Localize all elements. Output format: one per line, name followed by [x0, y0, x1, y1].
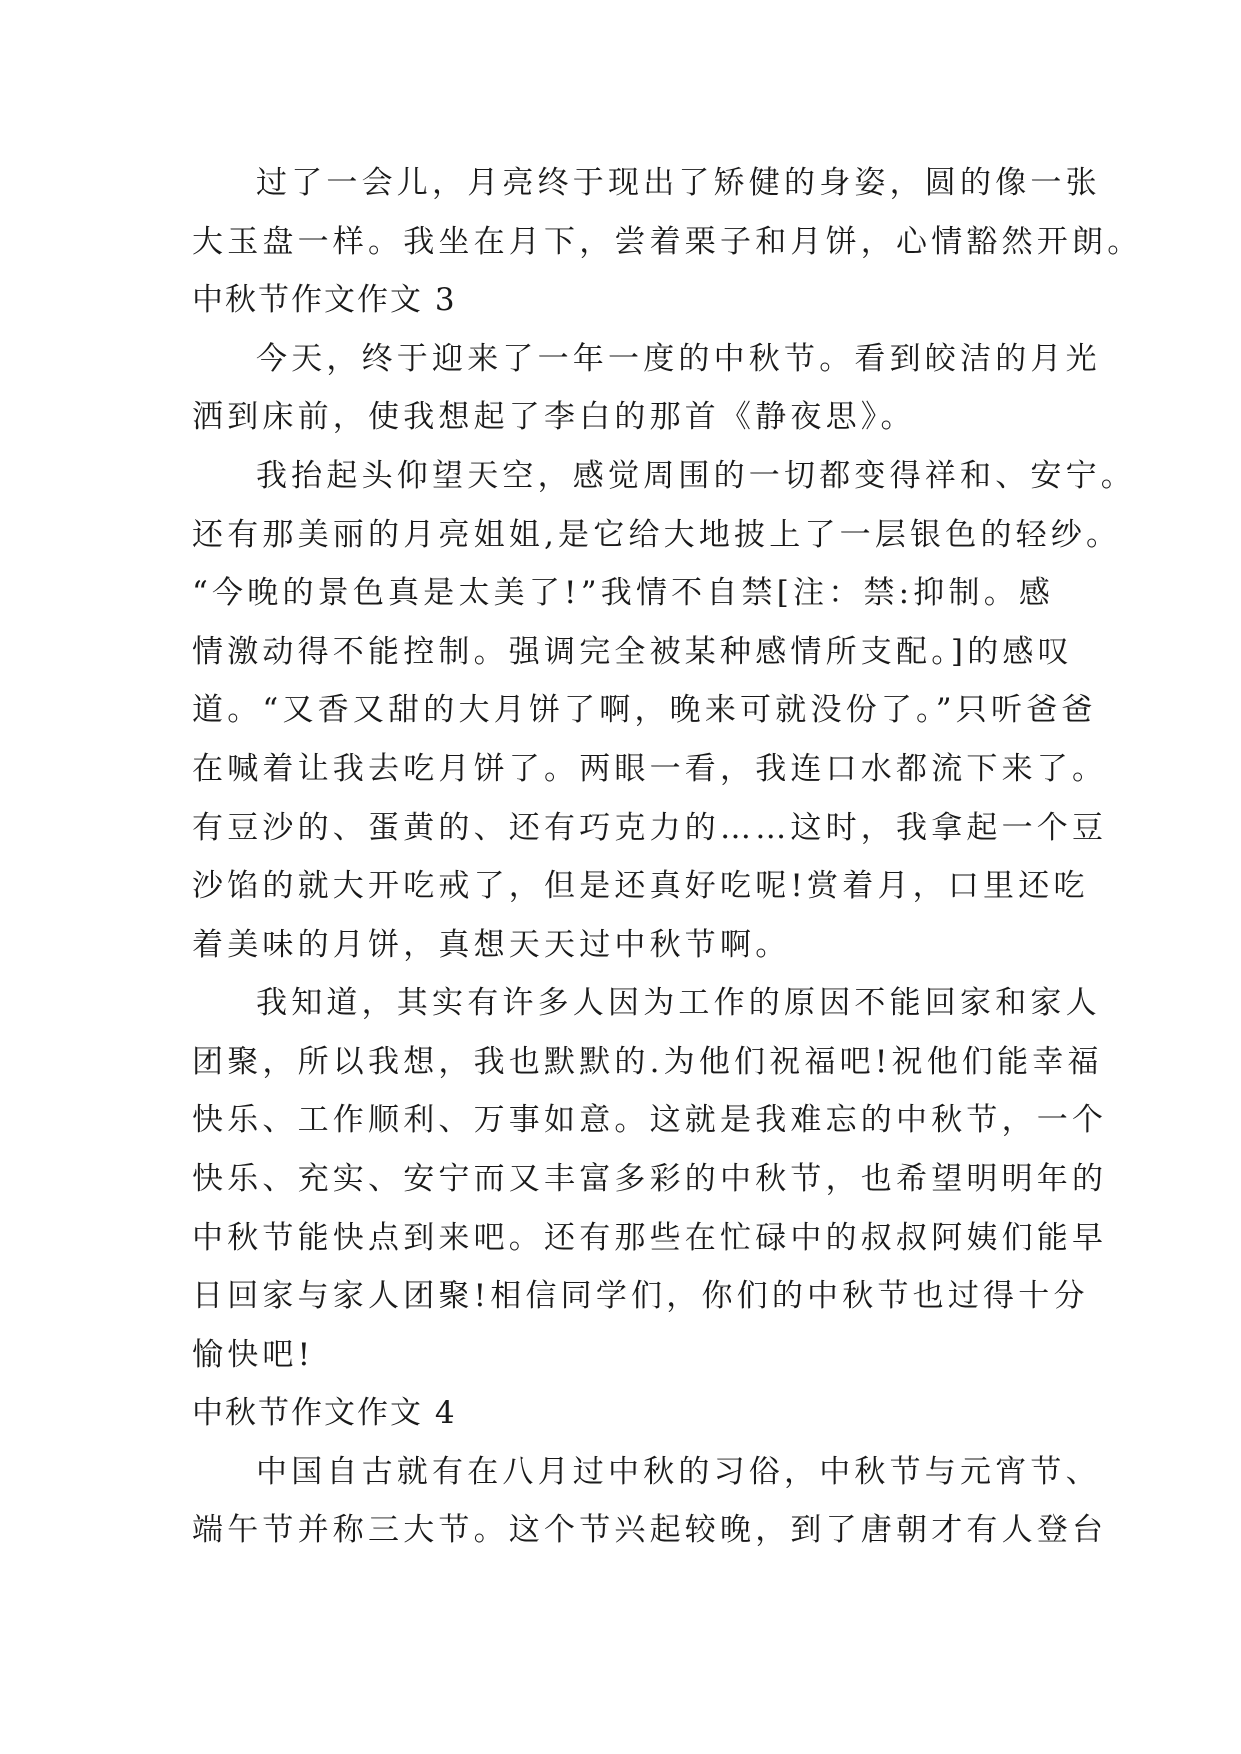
- section-heading: 中秋节作文作文 4: [192, 1395, 457, 1431]
- paragraph-line: 沙馅的就大开吃戒了，但是还真好吃呢!赏着月，口里还吃: [192, 868, 1089, 904]
- paragraph-line: 我抬起头仰望天空，感觉周围的一切都变得祥和、安宁。: [256, 458, 1136, 494]
- paragraph-line: 道。“又香又甜的大月饼了啊，晚来可就没份了。”只听爸爸: [192, 692, 1097, 728]
- paragraph-line: 大玉盘一样。我坐在月下，尝着栗子和月饼，心情豁然开朗。: [192, 224, 1143, 260]
- paragraph-line: 我知道，其实有许多人因为工作的原因不能回家和家人: [256, 985, 1101, 1021]
- paragraph-line: 中国自古就有在八月过中秋的习俗，中秋节与元宵节、: [256, 1454, 1101, 1490]
- paragraph-line: 快乐、工作顺利、万事如意。这就是我难忘的中秋节，一个: [192, 1102, 1108, 1138]
- paragraph-line: 过了一会儿，月亮终于现出了矫健的身姿，圆的像一张: [256, 165, 1101, 201]
- paragraph-line: 在喊着让我去吃月饼了。两眼一看，我连口水都流下来了。: [192, 751, 1108, 787]
- paragraph-line: “今晚的景色真是太美了!”我情不自禁[注：禁:抑制。感: [192, 575, 1055, 611]
- paragraph-line: 中秋节能快点到来吧。还有那些在忙碌中的叔叔阿姨们能早: [192, 1220, 1108, 1256]
- paragraph-line: 着美味的月饼，真想天天过中秋节啊。: [192, 927, 791, 963]
- paragraph-line: 日回家与家人团聚!相信同学们，你们的中秋节也过得十分: [192, 1278, 1089, 1314]
- paragraph-line: 端午节并称三大节。这个节兴起较晚，到了唐朝才有人登台: [192, 1512, 1108, 1548]
- paragraph-line: 洒到床前，使我想起了李白的那首《静夜思》。: [192, 399, 916, 435]
- paragraph-line: 快乐、充实、安宁而又丰富多彩的中秋节，也希望明明年的: [192, 1161, 1108, 1197]
- section-heading: 中秋节作文作文 3: [192, 282, 457, 318]
- paragraph-line: 愉快吧!: [192, 1337, 315, 1373]
- paragraph-line: 团聚，所以我想，我也默默的.为他们祝福吧!祝他们能幸福: [192, 1044, 1103, 1080]
- paragraph-line: 今天，终于迎来了一年一度的中秋节。看到皎洁的月光: [256, 341, 1101, 377]
- paragraph-line: 还有那美丽的月亮姐姐,是它给大地披上了一层银色的轻纱。: [192, 517, 1122, 553]
- paragraph-line: 情激动得不能控制。强调完全被某种感情所支配。]的感叹: [192, 634, 1073, 670]
- paragraph-line: 有豆沙的、蛋黄的、还有巧克力的……这时，我拿起一个豆: [192, 810, 1108, 846]
